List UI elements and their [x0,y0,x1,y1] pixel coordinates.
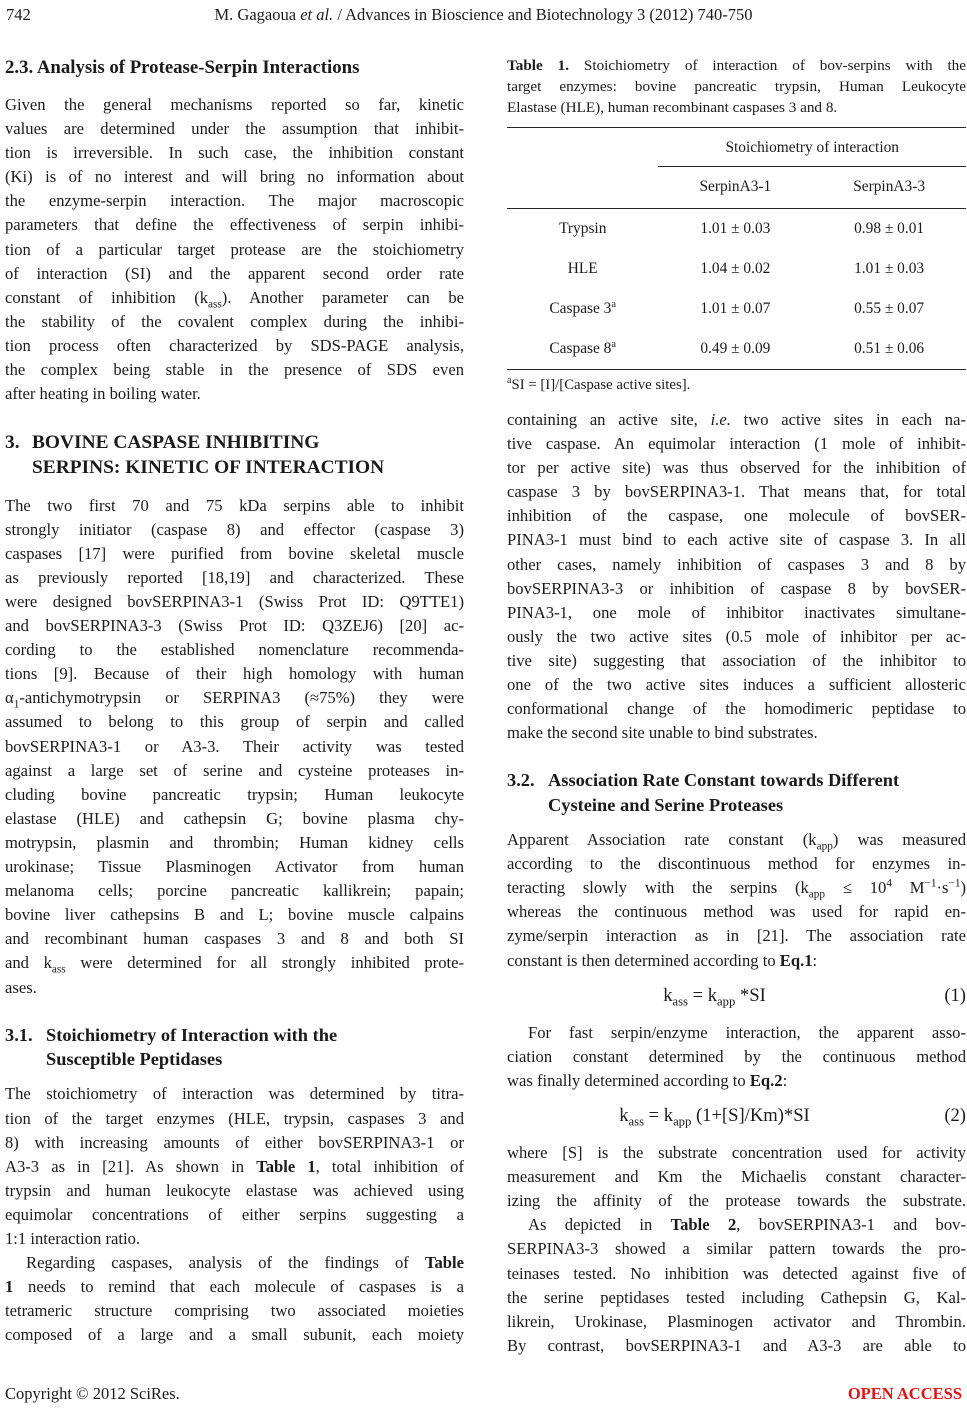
paragraph-regarding-caspases: Regarding caspases, analysis of the findings of Table 1 needs to remind that each molecule of caspases is a tetrameric structure comprising two associated moieties composed of a large and a small subunit, each moiety [5,1253,464,1345]
heading-3-2-text: Association Rate Constant towards Different Cysteine and Serine Proteases [548,770,900,815]
heading-3-number: 3. [5,432,20,454]
running-head [0,5,967,27]
table-1-col-header-serpina3-1: SerpinA3-1 [658,167,812,208]
page-footer [5,1384,962,1404]
left-column [5,56,464,1358]
open-access-label: OPEN ACCESS [847,1384,962,1403]
heading-3 [5,430,464,480]
value-cell: 1.01 ± 0.03 [700,219,771,237]
paragraph-fast-interaction: For fast serpin/enzyme interaction, the apparent asso- ciation constant determined by the continuous method was finally determined according to Eq.2: [507,1022,966,1090]
right-column [507,56,966,1358]
table-1-span-header: Stoichiometry of interaction [658,128,966,167]
table-1-span-header-row [507,128,966,167]
value-cell: 1.04 ± 0.02 [700,259,771,277]
heading-3-1-text: Stoichiometry of Interaction with the Susceptible Peptidases [46,1024,338,1069]
row-label: Caspase 8$^a$ [507,329,658,370]
value-cell: 0.49 ± 0.09 [658,329,812,370]
equation-1 [507,984,966,1008]
paragraph-protease-serpin-analysis: Given the general mechanisms reported so far, kinetic values are determined under the assumption that inhibit- tion is irreversible. In such case, the inhibition constant (Ki) is of no interest and will bring no information about the enzyme-serpin interaction. The major macroscopic parameters that define the effectiveness of serpin inhibi- tion of a particular target protease are the stoichiometry of interaction (SI) and the apparent second order rate constant of inhibition $(k_{ass})$. Another parameter can be the stability of the covalent complex during the inhibi- tion process often characterized by SDS-PAGE analysis, the complex being stable in the presence of SDS even after heating in boiling water. [5,95,464,404]
table-1-caption: Table 1. Stoichiometry of interaction of bov-serpins with the target enzymes: bovine pancreatic trypsin, Human Leukocyte Elastase (HLE), human recombinant caspases 3 and 8. [507,57,966,116]
heading-2-3: 2.3. Analysis of Protease-Serpin Interactions [5,57,360,78]
value-cell: 1.01 ± 0.07 [700,299,771,317]
value-cell: 0.98 ± 0.01 [854,219,925,237]
table-row-hle [507,249,966,289]
equation-2 [507,1104,966,1128]
heading-3-1-number: 3.1. [5,1024,33,1045]
value-cell: 0.55 ± 0.07 [854,299,925,317]
value-cell: 0.51 ± 0.06 [812,329,966,370]
table-row-caspase-3 [507,289,966,329]
equation-1-body: $k_{ass} = k_{app}$ *SI [663,984,766,1009]
value-cell: 1.01 ± 0.03 [854,259,925,277]
table-1-column-header-row [507,167,966,208]
paragraph-substrate-and-table2: where [S] is the substrate concentration used for activity measurement and Km the Michaelis constant character- izing the affinity of the protease towards the substrate. As depicted in Table 2, bovSERPINA3-1 and bov- SERPINA3-3 showed a similar pattern towards the pro- teinases tested. No inhibition was detected against five of the serine peptidases tested including Cathepsin G, Kal- likrein, Urokinase, Plasminogen activator and Thrombin. By contrast, bovSERPINA3-1 and A3-3 are able to [507,1143,966,1355]
table-1 [507,56,966,395]
table-row-trypsin [507,208,966,249]
table-1-empty-header-cell [507,167,658,208]
paragraph-serpins-purification: The two first 70 and 75 kDa serpins able to inhibit strongly initiator (caspase 8) and effector (caspase 3) caspases [17] were purified from bovine skeletal muscle as previously reported [18,19] and characterized. These were designed bovSERPINA3-1 (Swiss Prot ID: Q9TTE1) and bovSERPINA3-3 (Swiss Prot ID: Q3ZEJ6) [20] ac- cording to the established nomenclature recommenda- tions [9]. Because of their high homology with human $\alpha_1$-antichymotrypsin or SERPINA3 (≈75%) they were assumed to belong to this group of serpin and called bovSERPINA3-1 or A3-3. Their activity was tested against a large set of serine and cysteine proteases in- cluding bovine pancreatic trypsin; Human leukocyte elastase (HLE) and cathepsin G; bovine plasma chy- motrypsin, plasmin and thrombin; Human kidney cells urokinase; Tissue Plasminogen Activator from human melanoma cells; porcine pancreatic kallikrein; papain; bovine liver cathepsins B and L; bovine muscle calpains and recombinant human caspases 3 and 8 and both SI and $k_{ass}$ were determined for all strongly inhibited prote- ases. [5,495,465,997]
equation-2-number: (2) [944,1105,966,1127]
row-label: Trypsin [559,219,607,237]
two-column-body [5,56,966,1358]
equation-2-body: $k_{ass} = k_{app}$ (1+[S]/Km)*SI [619,1105,810,1129]
heading-3-2 [507,768,966,817]
row-label: HLE [567,259,598,277]
table-1-footnote: $^a$SI = [I]/[Caspase active sites]. [507,375,691,393]
page-number: 742 [6,5,31,24]
equation-1-number: (1) [944,984,966,1006]
paragraph-stoichiometry-titration: The stoichiometry of interaction was determined by titra- tion of the target enzymes (HLE, trypsin, caspases 3 and 8) with increasing amounts of either bovSERPINA3-1 or A3-3 as in [21]. As shown in Table 1, total inhibition of trypsin and human leukocyte elastase was achieved using equimolar concentrations of either serpins suggesting a 1:1 interaction ratio. [5,1084,464,1248]
running-head-title: M. Gagaoua et al. / Advances in Bioscience and Biotechnology 3 (2012) 740-750 [214,5,753,24]
table-1-col-header-serpina3-3: SerpinA3-3 [812,167,966,208]
row-label: Caspase 3$^a$ [549,298,617,317]
heading-3-1 [5,1023,464,1072]
copyright-text: Copyright © 2012 SciRes. [5,1384,180,1403]
table-1-corner-cell [507,128,658,167]
paragraph-active-sites: containing an active site, i.e. two active sites in each na- tive caspase. An equimolar interaction (1 mole of inhibit- tor per active site) was thus observed for the inhibition of caspase 3 by bovSERPINA3-1. That means that, for total inhibition of the caspase, one molecule of bovSER- PINA3-1 must bind to each active site of caspase 3. In all other cases, namely inhibition of caspases 3 and 8 by bovSERPINA3-3 or inhibition of caspase 8 by bovSER- PINA3-1, one mole of inhibitor inactivates simultane- ously the two active sites (0.5 mole of inhibitor per ac- tive site) suggesting that association of the inhibitor to one of the two active sites induces a sufficient allosteric conformational change of the homodimeric peptidase to make the second site unable to bind substrates. [507,409,966,743]
paragraph-kapp-measurement: Apparent Association rate constant $(k_{app})$ was measured according to the discontinuous method for enzymes in- teracting slowly with the serpins ($k_{app} \le 10^4$ $M^{-1}\cdot s^{-1}$) whereas the continuous method was used for rapid en- zyme/serpin interaction as in [21]. The association rate constant is then determined according to Eq.1: [507,830,966,970]
table-1-grid [507,127,966,370]
heading-3-text: BOVINE CASPASE INHIBITING SERPINS: KINETIC OF INTERACTION [32,432,385,479]
heading-3-2-number: 3.2. [507,770,535,791]
table-row-caspase-8 [507,329,966,370]
